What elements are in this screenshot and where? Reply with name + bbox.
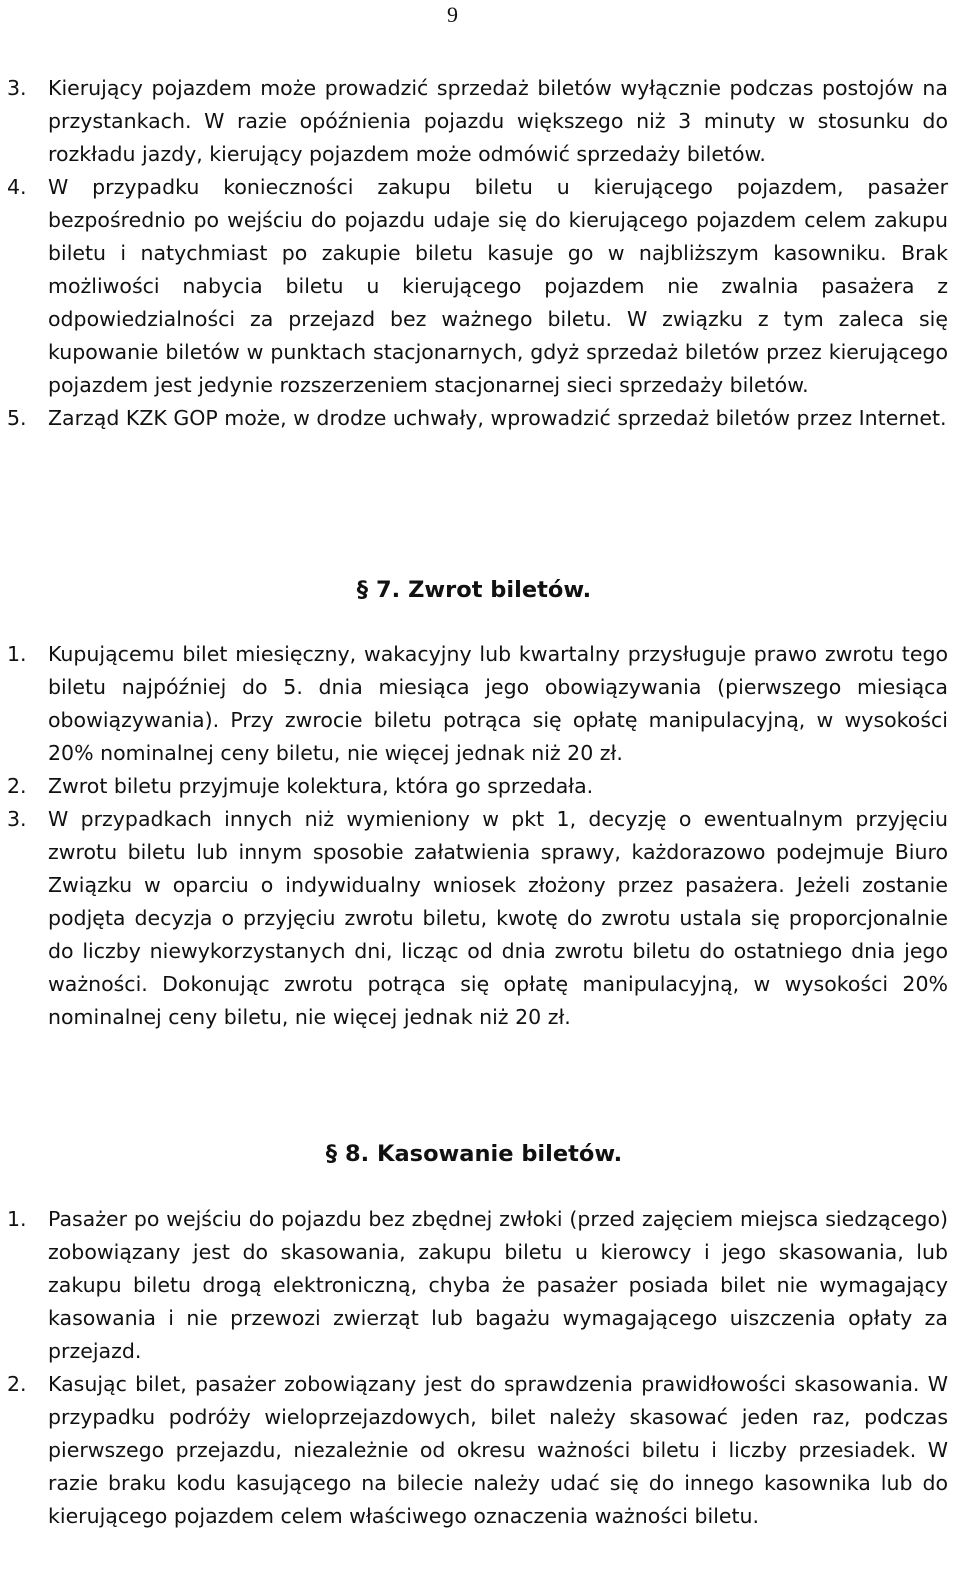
list-item-number: 1. [7, 1207, 27, 1231]
section-title: 7. Zwrot biletów. [376, 577, 592, 603]
list-item [7, 803, 948, 1034]
section-title: 8. Kasowanie biletów. [345, 1141, 623, 1167]
list-item-text: W przypadku konieczności zakupu biletu u kierującego pojazdem, pasażer bezpośrednio po wejściu do pojazdu udaje się do kierującego pojazdem celem zakupu biletu i natychmiast po zakupie biletu kasuje go w najbliższym kasowniku. Brak możliwości nabycia biletu u kierującego pojazdem nie zwalnia pasażera z odpowiedzialności za przejazd bez ważnego biletu. W związku z tym zaleca się kupowanie biletów w punktach stacjonarnych, gdyż sprzedaż biletów przez kierującego pojazdem jest jedynie rozszerzeniem stacjonarnej sieci sprzedaży biletów. [48, 175, 948, 397]
list-item [7, 72, 948, 171]
list-item-number: 2. [7, 1372, 27, 1396]
list-item [7, 1368, 948, 1533]
list-item-number: 3. [7, 807, 27, 831]
section-8-list [0, 1203, 948, 1533]
list-item-text: Kasując bilet, pasażer zobowiązany jest do sprawdzenia prawidłowości skasowania. W przypadku podróży wieloprzejazdowych, bilet należy skasować jeden raz, podczas pierwszego przejazdu, niezależnie od okresu ważności biletu i liczby przesiadek. W razie braku kodu kasującego na bilecie należy udać się do innego kasownika lub do kierującego pojazdem celem właściwego oznaczenia ważności biletu. [48, 1372, 948, 1528]
list-item-number: 4. [7, 175, 27, 199]
list-item [7, 638, 948, 770]
list-item-number: 5. [7, 406, 27, 430]
section-7-heading [0, 574, 948, 607]
page-number: 9 [447, 2, 458, 27]
list-item-text: Kierujący pojazdem może prowadzić sprzedaż biletów wyłącznie podczas postojów na przystankach. W razie opóźnienia pojazdu większego niż 3 minuty w stosunku do rozkładu jazdy, kierujący pojazdem może odmówić sprzedaży biletów. [48, 76, 948, 166]
list-item-text: Zwrot biletu przyjmuje kolektura, która go sprzedała. [48, 774, 594, 798]
section-symbol: § [325, 1141, 338, 1167]
section-8-heading [0, 1138, 948, 1171]
list-item-number: 3. [7, 76, 27, 100]
list-item [7, 770, 948, 803]
list-item-text: Zarząd KZK GOP może, w drodze uchwały, wprowadzić sprzedaż biletów przez Internet. [48, 406, 947, 430]
list-item-text: Kupującemu bilet miesięczny, wakacyjny lub kwartalny przysługuje prawo zwrotu tego biletu najpóźniej do 5. dnia miesiąca jego obowiązywania (pierwszego miesiąca obowiązywania). Przy zwrocie biletu potrąca się opłatę manipulacyjną, w wysokości 20% nominalnej ceny biletu, nie więcej jednak niż 20 zł. [48, 642, 948, 765]
list-item [7, 402, 948, 435]
list-item-text: Pasażer po wejściu do pojazdu bez zbędnej zwłoki (przed zajęciem miejsca siedzącego) zobowiązany jest do skasowania, zakupu biletu u kierowcy i jego skasowania, lub zakupu biletu drogą elektroniczną, chyba że pasażer posiada bilet nie wymagający kasowania i nie przewozi zwierząt lub bagażu wymagającego uiszczenia opłaty za przejazd. [48, 1207, 948, 1363]
list-item-number: 2. [7, 774, 27, 798]
list-item-number: 1. [7, 642, 27, 666]
list-item [7, 1203, 948, 1368]
list-item [7, 171, 948, 402]
sales-rules-list [0, 72, 948, 435]
section-7-list [0, 638, 948, 1034]
section-symbol: § [356, 577, 369, 603]
list-item-text: W przypadkach innych niż wymieniony w pkt 1, decyzję o ewentualnym przyjęciu zwrotu biletu lub innym sposobie załatwienia sprawy, każdorazowo podejmuje Biuro Związku w oparciu o indywidualny wniosek złożony przez pasażera. Jeżeli zostanie podjęta decyzja o przyjęciu zwrotu biletu, kwotę do zwrotu ustala się proporcjonalnie do liczby niewykorzystanych dni, licząc od dnia zwrotu biletu do ostatniego dnia jego ważności. Dokonując zwrotu potrąca się opłatę manipulacyjną, w wysokości 20% nominalnej ceny biletu, nie więcej jednak niż 20 zł. [48, 807, 948, 1029]
